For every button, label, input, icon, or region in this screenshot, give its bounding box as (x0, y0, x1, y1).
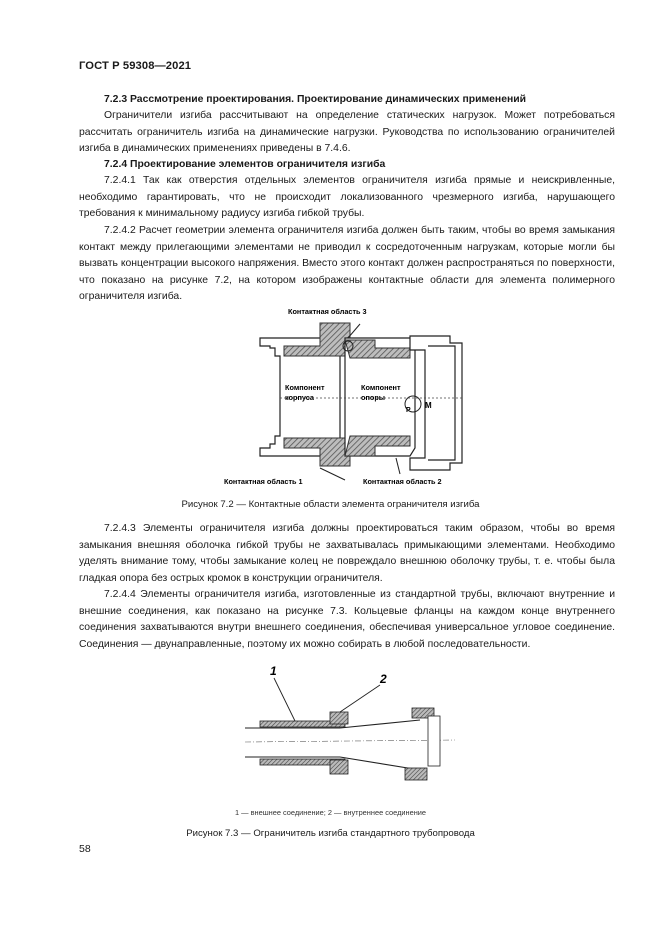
section-7-2-3-text: Ограничители изгиба рассчитывают на определение статических нагрузок. Может потребоваться рассчитать ограничитель изгиба на динамические нагрузки. Руководства по использованию ограничителей изгиба в динамических применениях приведены в 7.4.6. (79, 110, 615, 154)
label-contact-area-1: Контактная область 1 (224, 477, 303, 486)
paragraph-7-2-4-1: 7.2.4.1 Так как отверстия отдельных элементов ограничителя изгиба прямые и неискривленные, необходимо гарантировать, что не происходит локализованного чрезмерного изгиба, нарушающего требования к минимальному радиусу изгиба гибкой трубы. (79, 175, 615, 219)
inner-joint-hatch (405, 708, 440, 780)
outer-joint-hatch (260, 712, 348, 774)
figure-7-3-legend: 1 — внешнее соединение; 2 — внутреннее соединение (234, 808, 427, 817)
label-item-1: 1 (270, 664, 277, 678)
label-support-component-line1: Компонент (361, 383, 401, 392)
label-support-component-line2: опоры (361, 393, 386, 402)
label-moment-M: M (425, 401, 432, 410)
document-header: ГОСТ Р 59308—2021 (79, 60, 192, 72)
pipe-centerline (245, 740, 455, 742)
label-body-component-line2: корпуса (285, 393, 314, 402)
paragraph-7-2-4-4: 7.2.4.4 Элементы ограничителя изгиба, изготовленные из стандартной трубы, включают внутренние и внешние соединения, как показано на рисунке 7.3. Кольцевые фланцы на каждом конце внутреннего соединения захватываются внутри внешнего соединения, обеспечивая универсальное угловое соединение. Соединения — двунаправленные, поэтому их можно собирать в любой последовательности. (79, 589, 615, 650)
paragraph-7-2-4-3: 7.2.4.3 Элементы ограничителя изгиба должны проектироваться таким образом, чтобы во время замыкания внешняя оболочка гибкой трубы не захватывалась примыкающими элементами. Необходимо уделять внимание тому, чтобы замыкание колец не повреждало внешнюю оболочку трубы, т. е. чтобы была гладкая опора без острых кромок в конструкции ограничителя. (79, 523, 615, 584)
leader-lines (274, 678, 380, 721)
section-7-2-3-heading: 7.2.3 Рассмотрение проектирования. Проектирование динамических применений (104, 94, 527, 105)
figure-7-2-caption: Рисунок 7.2 — Контактные области элемента ограничителя изгиба (181, 499, 480, 510)
label-force-P: P (406, 407, 411, 414)
label-item-2: 2 (380, 672, 387, 686)
label-body-component-line1: Компонент (285, 383, 325, 392)
figure-7-3-diagram (240, 660, 460, 795)
next-element-outline (410, 336, 462, 470)
section-7-2-4-heading: 7.2.4 Проектирование элементов ограничителя изгиба (104, 159, 386, 170)
label-contact-area-3: Контактная область 3 (288, 307, 367, 316)
paragraph-7-2-4-2: 7.2.4.2 Расчет геометрии элемента ограничителя изгиба должен быть таким, чтобы во время замыкания контакт между прилегающими элементами не приводил к сосредоточенным нагрузкам, которые могли бы вызвать концентрации высокого напряжения. Вместо этого контакт должен распространяться по поверхности, что показано на рисунке 7.2, на котором изображены контактные области для элемента полимерного ограничителя изгиба. (79, 225, 615, 302)
label-contact-area-2: Контактная область 2 (363, 477, 442, 486)
figure-7-2-diagram (200, 298, 490, 490)
page-number: 58 (79, 843, 91, 855)
figure-7-3-caption: Рисунок 7.3 — Ограничитель изгиба стандартного трубопровода (186, 828, 475, 839)
